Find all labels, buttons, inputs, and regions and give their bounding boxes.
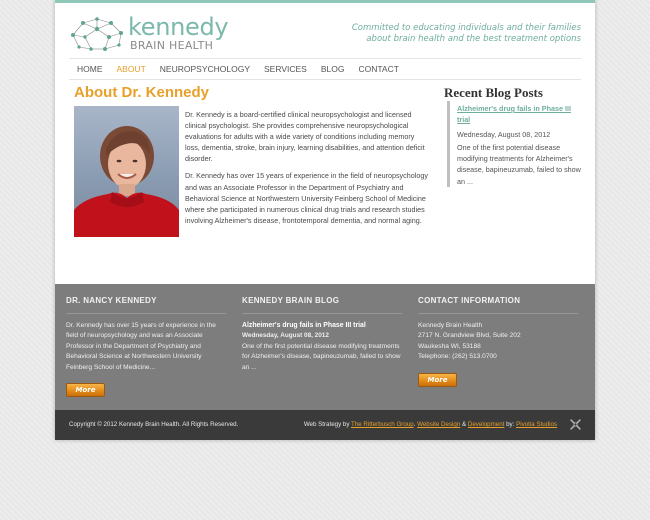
footer-col-bio: [66, 296, 226, 397]
footer-contact-phone: Telephone: (262) 513.0700: [418, 353, 497, 361]
logo-name: kennedy: [128, 13, 229, 41]
credits-link-development[interactable]: Development: [467, 421, 505, 428]
site-logo[interactable]: [69, 15, 231, 55]
credits-link-website-design[interactable]: Website Design: [417, 421, 461, 428]
site-tagline: [321, 23, 581, 45]
main-nav: [69, 58, 581, 80]
footer-divider: [418, 313, 578, 314]
footer-blog-post-date: Wednesday, August 08, 2012: [242, 332, 329, 340]
footer-contact-address-1: 2717 N. Grandview Blvd, Suite 202: [418, 332, 521, 340]
page-title: About Dr. Kennedy: [74, 84, 210, 101]
nav-home[interactable]: HOME: [77, 64, 103, 74]
footer-bio-text: Dr. Kennedy has over 15 years of experience in the field of neuropsychology and was an Associate Professor in the Department of Psychiatry and Behavioral Science at Northwestern University Feinberg School of Medicine...: [66, 322, 216, 371]
main-content-area: [55, 0, 595, 284]
page-container: [55, 0, 595, 440]
recent-post-excerpt: One of the first potential disease modifying treatments for Alzheimer's disease, bapineuzumab, failed to show an ...: [457, 143, 581, 186]
footer-contact-org: Kennedy Brain Health: [418, 322, 483, 329]
footer-divider: [66, 313, 226, 314]
pivotia-logo-icon[interactable]: [569, 418, 582, 431]
tagline-line-2: about brain health and the best treatment options: [366, 34, 581, 44]
footer-col-contact: [418, 296, 578, 387]
footer-col-blog: [242, 296, 402, 373]
nav-neuropsychology[interactable]: NEUROPSYCHOLOGY: [159, 64, 250, 74]
nav-contact[interactable]: CONTACT: [358, 64, 399, 74]
footer-blog-heading: KENNEDY BRAIN BLOG: [242, 296, 340, 305]
credits-prefix: Web Strategy by: [303, 421, 352, 428]
footer-contact-heading: CONTACT INFORMATION: [418, 296, 521, 305]
portrait-illustration: [74, 106, 179, 237]
logo-subtitle: BRAIN HEALTH: [130, 39, 214, 52]
recent-post-link[interactable]: Alzheimer's drug fails in Phase III trial: [457, 104, 571, 124]
credits-sep-3: by:: [504, 421, 517, 428]
footer-blog-post-title[interactable]: Alzheimer's drug fails in Phase III trial: [242, 322, 366, 329]
recent-post-date: Wednesday, August 08, 2012: [457, 130, 551, 139]
nav-blog[interactable]: BLOG: [320, 64, 345, 74]
footer-columns: [55, 284, 595, 410]
about-body: [185, 109, 430, 232]
recent-posts-heading: Recent Blog Posts: [444, 85, 543, 100]
nav-services[interactable]: SERVICES: [264, 64, 307, 74]
footer-contact-address-2: Waukesha WI, 53188: [418, 342, 481, 350]
footer-contact-more-button[interactable]: More: [418, 373, 457, 387]
nav-about[interactable]: ABOUT: [116, 64, 146, 74]
footer-bio-heading: DR. NANCY KENNEDY: [66, 296, 157, 305]
about-paragraph-2: Dr. Kennedy has over 15 years of experience in the field of neuropsychology and was an Associate Professor in the Department of Psychiatry and Behavioral Science at Northwestern University Feinberg School of Medicine where she participated in numerous clinical drug trials and research studies involving Alzheimer's disease, frontotemporal dementia, and normal aging.: [185, 171, 428, 225]
bottom-bar: [55, 410, 595, 440]
recent-post: [447, 101, 582, 187]
doctor-portrait: [74, 106, 179, 237]
credits-sep-2: &: [460, 421, 468, 428]
footer-divider: [242, 313, 402, 314]
credits-link-pivotia[interactable]: Pivotia Studios: [516, 421, 557, 428]
tagline-line-1: Committed to educating individuals and their families: [351, 23, 581, 33]
credits-link-ritterbusch[interactable]: The Ritterbusch Group: [351, 421, 414, 428]
about-paragraph-1: Dr. Kennedy is a board-certified clinical neuropsychologist and licensed clinical psychologist. She provides comprehensive neuropsychological evaluations for adults with a wide variety of conditions including memory loss, dementia, stroke, brain injury, learning disabilities, and attention deficit disorder.: [185, 110, 425, 164]
brain-network-icon: [69, 15, 125, 55]
copyright-text: Copyright © 2012 Kennedy Brain Health. All Rights Reserved.: [69, 421, 239, 428]
credits-sep-1: .: [413, 421, 418, 428]
footer-bio-more-button[interactable]: More: [66, 383, 105, 397]
footer-blog-post-excerpt: One of the first potential disease modifying treatments for Alzheimer's disease, bapineuzumab, failed to show an ...: [242, 342, 401, 371]
credits: [304, 421, 557, 428]
